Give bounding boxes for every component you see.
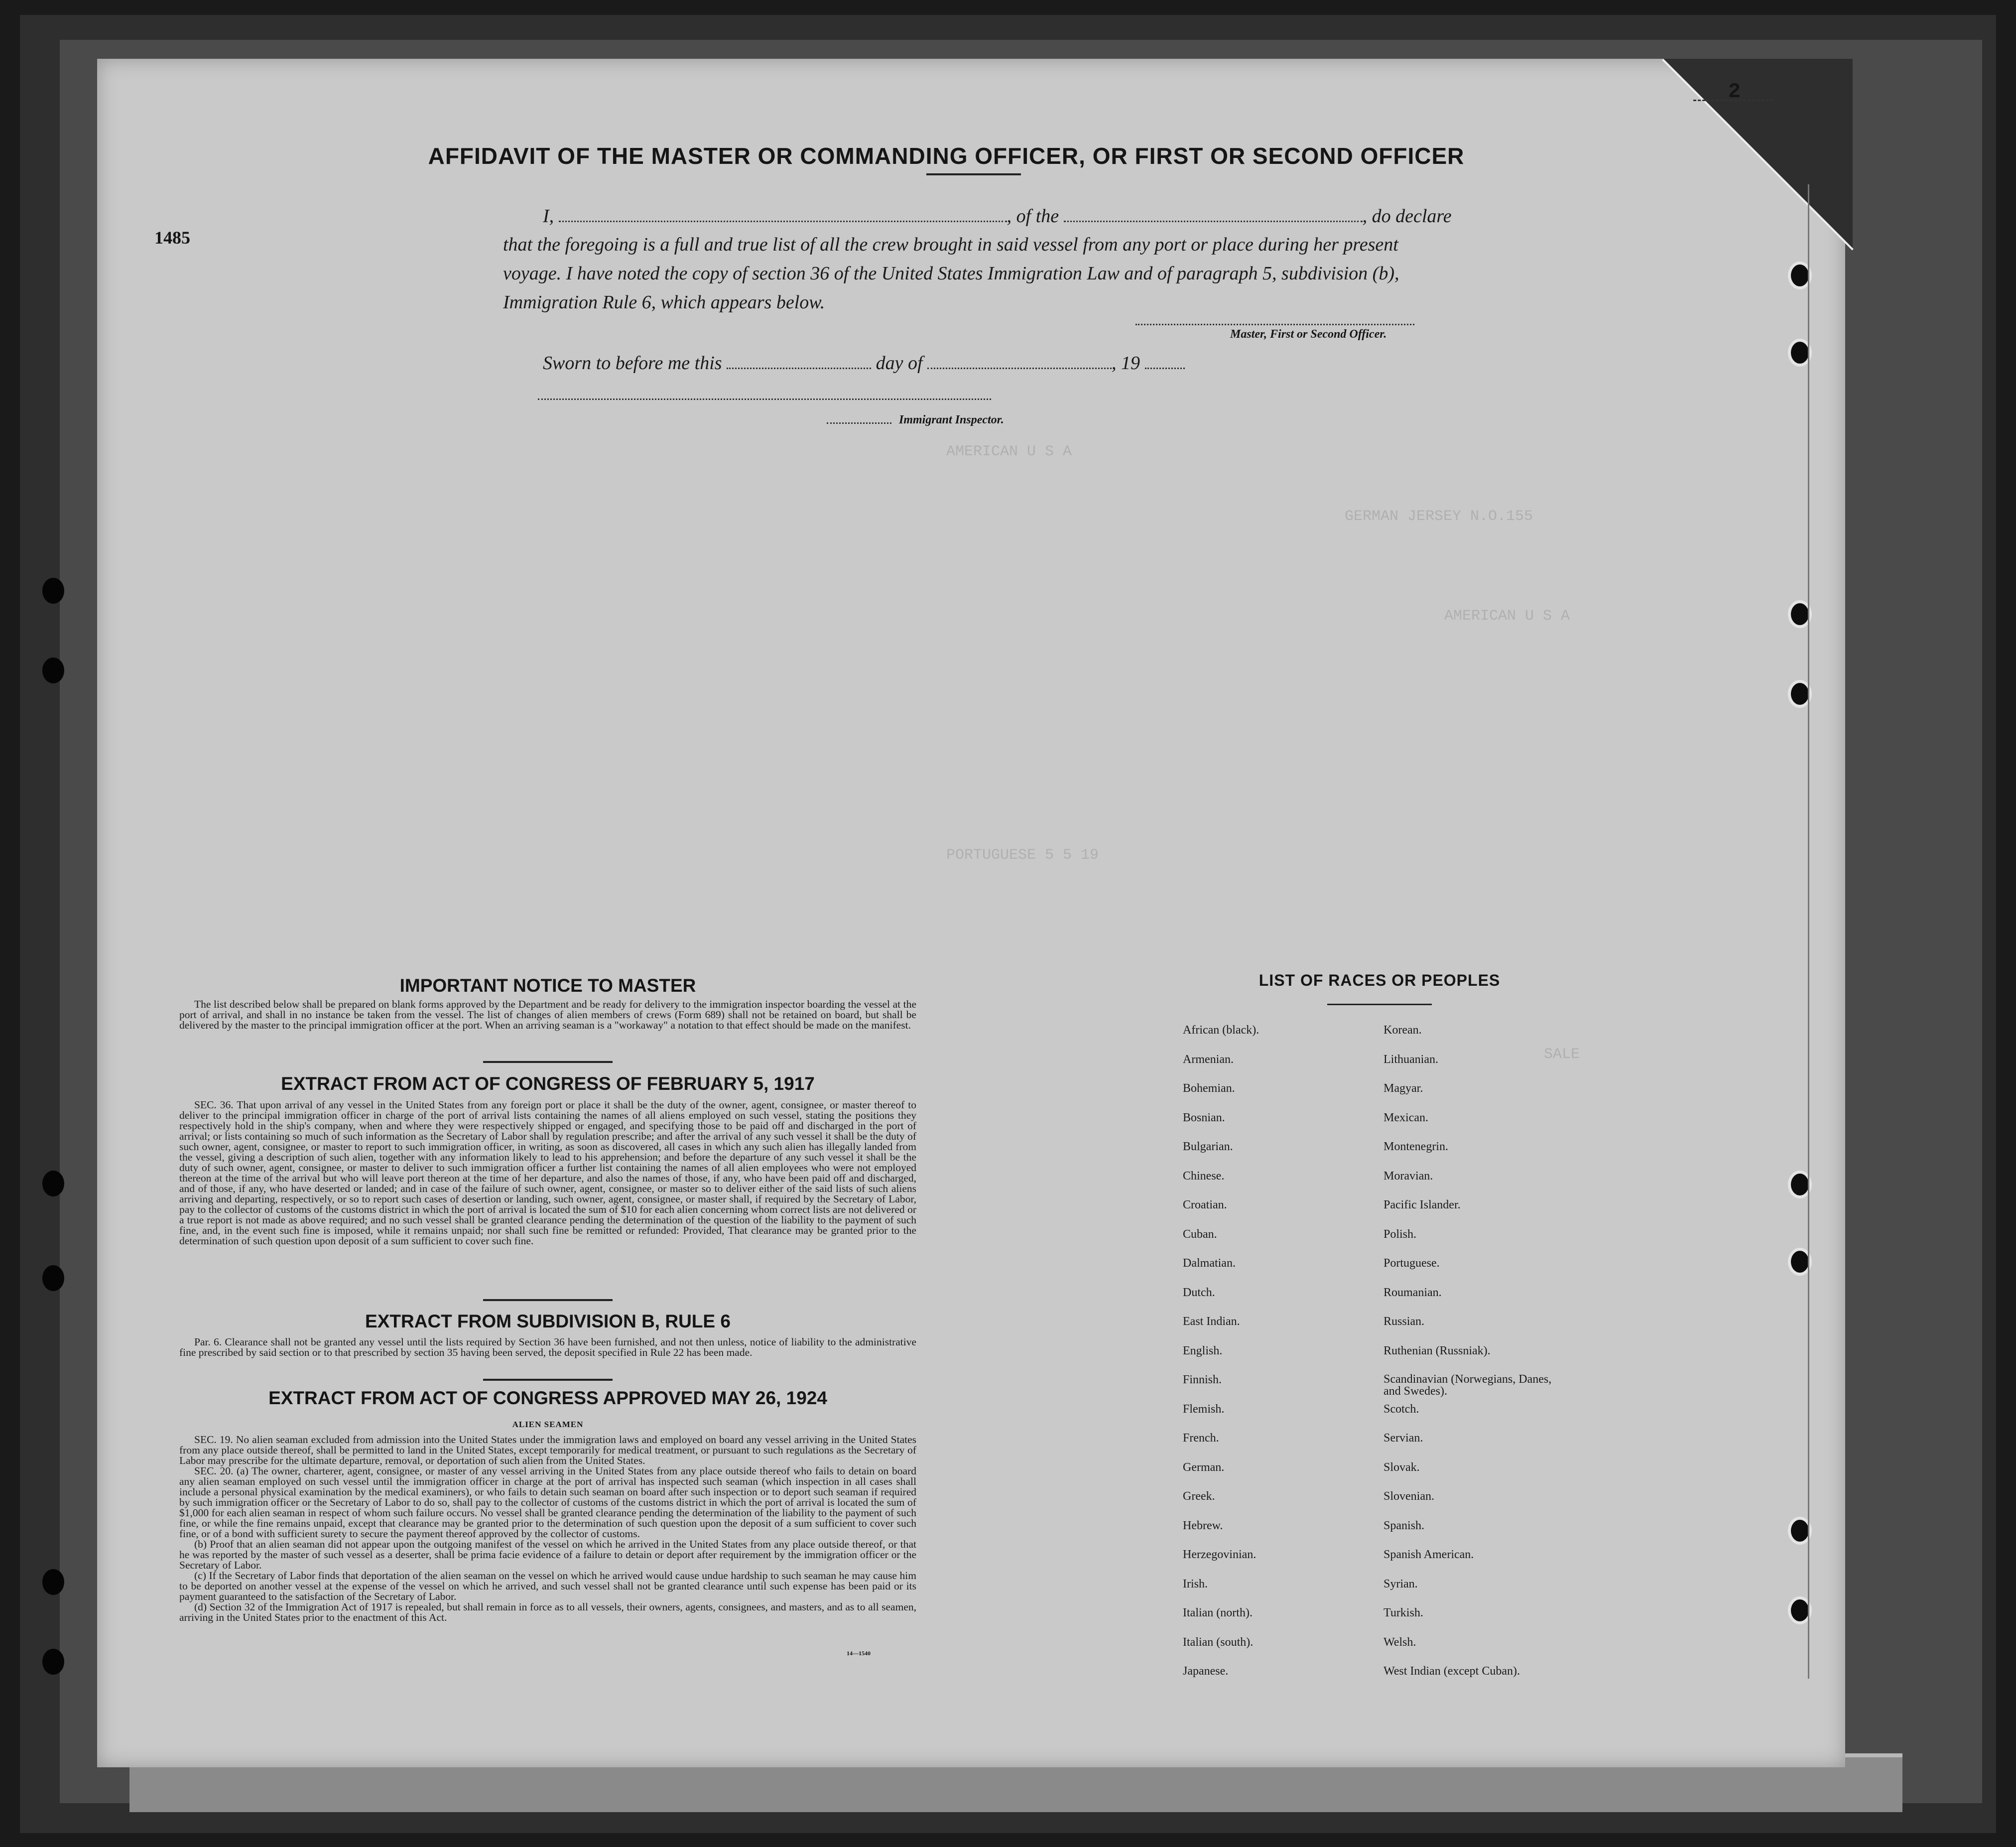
affidavit-declaration xyxy=(543,202,1464,231)
race-entry: African (black). xyxy=(1183,1024,1260,1037)
name-blank[interactable] xyxy=(559,221,1007,222)
race-entry: Turkish. xyxy=(1384,1606,1423,1619)
page-number: 2 xyxy=(1728,80,1741,104)
race-entry: Cuban. xyxy=(1183,1227,1217,1241)
alien-seamen-subtitle: ALIEN SEAMEN xyxy=(512,1420,584,1429)
race-entry: Hebrew. xyxy=(1183,1519,1223,1532)
race-entry: Herzegovinian. xyxy=(1183,1548,1257,1561)
race-entry: Croatian. xyxy=(1183,1198,1227,1211)
race-entry: Italian (north). xyxy=(1183,1606,1253,1619)
race-entry: Magyar. xyxy=(1384,1082,1423,1095)
affidavit-line-2: that the foregoing is a full and true list of all the crew brought in said vessel from any port or place during her present xyxy=(503,234,1398,255)
binder-hole-icon xyxy=(42,1171,64,1196)
inspector-label: Immigrant Inspector. xyxy=(899,413,1004,426)
declaration-start: I, xyxy=(543,206,554,227)
sec-19-paragraph: SEC. 19. No alien seaman excluded from admission into the United States under the immigration laws and employed on board any vessel arriving in the United States from any place outside thereof, shall be permitted to land in the United States, except temporarily for medical treatment, or pursuant to such regulations as the Secretary of Labor may prescribe for the ultimate departure, removal, or deportation of such alien from the United States. xyxy=(179,1434,916,1466)
race-entry: Armenian. xyxy=(1183,1053,1234,1066)
affidavit-line-4: Immigration Rule 6, which appears below. xyxy=(503,292,825,313)
race-entry: Montenegrin. xyxy=(1384,1140,1448,1153)
sworn-line xyxy=(543,349,1290,378)
inspector-dotted-lead xyxy=(827,422,891,424)
master-label: Master, First or Second Officer. xyxy=(1230,328,1387,341)
section-divider xyxy=(483,1061,613,1063)
race-entry: Roumanian. xyxy=(1384,1286,1442,1299)
sworn-end: , 19 xyxy=(1112,353,1140,374)
race-entry: Lithuanian. xyxy=(1384,1053,1438,1066)
race-entry: Spanish American. xyxy=(1384,1548,1474,1561)
race-entry: Russian. xyxy=(1384,1315,1425,1328)
vessel-blank[interactable] xyxy=(1064,221,1363,222)
master-signature-line[interactable] xyxy=(1135,324,1414,325)
sec-36-paragraph: SEC. 36. That upon arrival of any vessel in the United States from any foreign port or place it shall be the duty of the owner, agent, consignee, or master thereof to deliver to the principal immigration officer in charge of the port of arrival lists containing the names of all aliens employed on such vessel, stating the positions they respectively hold in the ship's company, when and where they were respectively shipped or engaged, and specifying those to be paid off and discharged in the port of arrival; or lists containing so much of such information as the Secretary of Labor shall by regulation prescribe; and after the arrival of any such vessel it shall be the duty of such owner, agent, consignee, or master to report to such immigration officer, in writing, as soon as discovered, all cases in which any such alien has illegally landed from the vessel, giving a description of such alien, together with any information likely to lead to his apprehension; and before the departure of any such vessel it shall be the duty of such owner, agent, consignee, or master to deliver to such immigration officer a further list containing the names of all alien employees who were not employed thereon at the time of the arrival but who will leave port thereon at the time of her departure, and also the names of those, if any, who have been paid off and discharged, and of those, if any, who have deserted or landed; and in case of the failure of such owner, agent, consignee, or master so to deliver either of the said lists of such aliens arriving and departing, respectively, or so to report such cases of desertion or landing, such owner, agent, consignee, or master shall, if required by the Secretary of Labor, pay to the collector of customs of the customs district in which the port of arrival is located the sum of $10 for each alien concerning whom correct lists are not delivered or a true report is not made as above required; and no such vessel shall be granted clearance pending the determination of the question of the liability to the payment of such fine, and, in the event such fine is imposed, while it remains unpaid; nor shall such fine be remitted or refunded: Provided, That clearance may be granted prior to the determination of such question upon deposit of a sum sufficient to cover such fine. xyxy=(179,1099,916,1247)
race-entry: Spanish. xyxy=(1384,1519,1425,1532)
race-entry: West Indian (except Cuban). xyxy=(1384,1665,1520,1678)
binder-hole-icon xyxy=(42,1649,64,1675)
race-entry: Bosnian. xyxy=(1183,1111,1225,1124)
race-entry: Italian (south). xyxy=(1183,1635,1254,1649)
race-entry: English. xyxy=(1183,1344,1223,1357)
race-entry: Dutch. xyxy=(1183,1286,1215,1299)
races-divider xyxy=(1327,1004,1432,1005)
bleed-through-text: SALE xyxy=(1544,1046,1580,1063)
races-title: LIST OF RACES OR PEOPLES xyxy=(1259,971,1501,989)
affidavit-title: AFFIDAVIT OF THE MASTER OR COMMANDING OFFICER, OR FIRST OR SECOND OFFICER xyxy=(428,143,1465,169)
sec-20d-paragraph: (d) Section 32 of the Immigration Act of 1917 is repealed, but shall remain in force as to all vessels, their owners, agents, consignees, and masters, and as to all seamen, arriving in the United States prior to the enactment of this Act. xyxy=(179,1601,916,1623)
extract-1917-title: EXTRACT FROM ACT OF CONGRESS OF FEBRUARY 5, 1917 xyxy=(281,1073,815,1094)
declaration-mid: , of the xyxy=(1007,206,1059,227)
race-entry: Flemish. xyxy=(1183,1402,1225,1416)
bleed-through-text: AMERICAN U S A xyxy=(946,443,1072,460)
race-entry: German. xyxy=(1183,1460,1225,1474)
sworn-year-blank[interactable] xyxy=(1145,368,1185,369)
sec-20a-paragraph: SEC. 20. (a) The owner, charterer, agent, consignee, or master of any vessel arriving in the United States from any place outside thereof who fails to detain on board any alien seaman employed on such vessel until the immigration officer in charge at the port of arrival has inspected such seaman (which inspection in all cases shall include a personal physical examination by the medical examiners), or who fails to detain such seaman on board after such inspection or to deport such seaman if required by such immigration officer or the Secretary of Labor to do so, shall pay to the collector of customs of the customs district in which the port of arrival is located the sum of $1,000 for each alien seaman in respect of whom such failure occurs. No vessel shall be granted clearance pending the determination of the liability to the payment of such fine, or while the fine remains unpaid, except that clearance may be granted prior to the determination of such question upon the deposit of a sum sufficient to cover such fine, or of a bond with sufficient surety to secure the payment thereof approved by the collector of customs. xyxy=(179,1465,916,1540)
sworn-day-blank[interactable] xyxy=(727,368,871,369)
race-entry: Slovenian. xyxy=(1384,1490,1434,1503)
race-entry: East Indian. xyxy=(1183,1315,1240,1328)
race-entry: French. xyxy=(1183,1432,1219,1445)
race-entry: Scotch. xyxy=(1384,1402,1419,1416)
race-entry: Portuguese. xyxy=(1384,1257,1440,1270)
race-entry: Moravian. xyxy=(1384,1169,1433,1183)
bleed-through-text: GERMAN JERSEY N.O.155 xyxy=(1345,508,1533,525)
race-entry: Korean. xyxy=(1384,1024,1422,1037)
notice-paragraph: The list described below shall be prepared on blank forms approved by the Department and be ready for delivery to the immigration inspector boarding the vessel at the port of arrival, and shall in no instance be taken from the vessel. The list of changes of alien members of crews (Form 689) shall not be retained on board, but shall be delivered by the master to the principal immigration officer at the port. When an arriving seaman is a "workaway" a notation to that effect should be made on the manifest. xyxy=(179,998,916,1031)
race-entry: Finnish. xyxy=(1183,1373,1222,1386)
race-entry: Polish. xyxy=(1384,1227,1417,1241)
race-entry: Bulgarian. xyxy=(1183,1140,1233,1153)
affidavit-line-3: voyage. I have noted the copy of section 36 of the United States Immigration Law and of paragraph 5, subdivision (b), xyxy=(503,263,1399,284)
sworn-month-blank[interactable] xyxy=(927,368,1112,369)
notice-text xyxy=(179,999,916,1031)
extract-1917-text xyxy=(179,1100,916,1246)
par-6-paragraph: Par. 6. Clearance shall not be granted any vessel until the lists required by Section 36 have been furnished, and not then unless, notice of liability to the administrative fine prescribed by said section or to that prescribed by section 35 having been served, the deposit specified in Rule 22 has been made. xyxy=(179,1336,916,1358)
declaration-end: , do declare xyxy=(1362,206,1452,227)
race-entry: Slovak. xyxy=(1384,1460,1420,1474)
binder-hole-icon xyxy=(42,1265,64,1291)
extract-1924-title: EXTRACT FROM ACT OF CONGRESS APPROVED MAY 26, 1924 xyxy=(268,1388,827,1408)
inspector-signature-line[interactable] xyxy=(538,398,991,400)
sec-20b-paragraph: (b) Proof that an alien seaman did not appear upon the outgoing manifest of the vessel on which he arrived in the United States from any place outside thereof, or that he was reported by the master of such vessel as a deserter, shall be prima facie evidence of a failure to detain or deport after requirement by the immigration officer or the Secretary of Labor. xyxy=(179,1538,916,1571)
race-entry: Dalmatian. xyxy=(1183,1257,1236,1270)
race-entry: Scandinavian (Norwegians, Danes, and Swedes). xyxy=(1384,1373,1552,1398)
sec-20c-paragraph: (c) If the Secretary of Labor finds that deportation of the alien seaman on the vessel on which he arrived would cause undue hardship to such seaman he may cause him to be deported on another vessel at the expense of the vessel on which he arrived, and such vessel shall not be granted clearance until such expense has been paid or its payment guaranteed to the satisfaction of the Secretary of Labor. xyxy=(179,1570,916,1602)
extract-1924-text xyxy=(179,1435,916,1623)
binder-hole-icon xyxy=(42,658,64,683)
race-entry: Japanese. xyxy=(1183,1665,1229,1678)
binder-hole-icon xyxy=(42,578,64,604)
bleed-through-text: AMERICAN U S A xyxy=(1444,608,1570,625)
title-divider xyxy=(926,173,1021,175)
race-entry: Welsh. xyxy=(1384,1635,1416,1649)
notice-title: IMPORTANT NOTICE TO MASTER xyxy=(399,975,696,996)
race-entry: Ruthenian (Russniak). xyxy=(1384,1344,1491,1357)
race-entry: Syrian. xyxy=(1384,1577,1418,1590)
race-entry: Mexican. xyxy=(1384,1111,1428,1124)
sworn-mid: day of xyxy=(876,353,923,374)
section-divider xyxy=(483,1379,613,1381)
race-entry: Pacific Islander. xyxy=(1384,1198,1461,1211)
page-number-underline xyxy=(1693,100,1773,101)
race-entry: Bohemian. xyxy=(1183,1082,1235,1095)
rule-6-title: EXTRACT FROM SUBDIVISION B, RULE 6 xyxy=(365,1311,731,1331)
form-number: 14—1540 xyxy=(847,1650,871,1657)
section-divider xyxy=(483,1299,613,1301)
sworn-start: Sworn to before me this xyxy=(543,353,722,374)
race-entry: Irish. xyxy=(1183,1577,1208,1590)
race-entry: Servian. xyxy=(1384,1432,1423,1445)
bleed-through-text: PORTUGUESE 5 5 19 xyxy=(946,847,1099,864)
margin-rule xyxy=(1808,184,1809,1679)
race-entry: Chinese. xyxy=(1183,1169,1225,1183)
rule-6-text xyxy=(179,1337,916,1358)
binder-hole-icon xyxy=(42,1569,64,1595)
race-entry: Greek. xyxy=(1183,1490,1215,1503)
stamp-mark: 1485 xyxy=(154,228,190,248)
